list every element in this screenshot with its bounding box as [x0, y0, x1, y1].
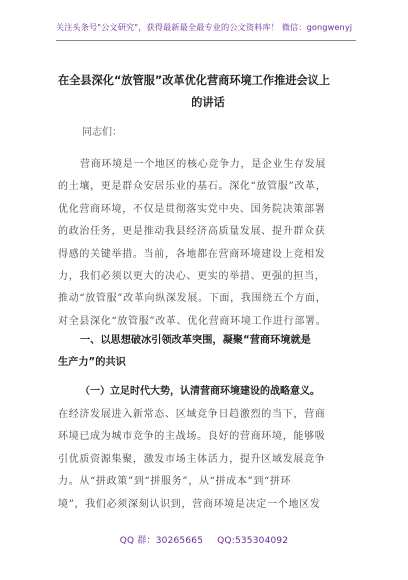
intro-line: 力，我们必须以更大的决心、更实的举措、更强的担当， [58, 271, 326, 283]
intro-line: 优化营商环境，不仅是贯彻落实党中央、国务院决策部署 [58, 203, 326, 215]
intro-line: 的土壤，更是群众安居乐业的基石。深化“放管服”改革， [58, 181, 327, 193]
sub-line: 在经济发展进入新常态、区域竞争日趋激烈的当下，营商 [58, 409, 326, 420]
title-line-2: 的讲话 [191, 96, 225, 109]
footer-qq-group: QQ 群：30265665 [119, 536, 204, 546]
section-heading-line-1: 一、以思想破冰引领改革突围，凝聚“营商环境就是 [80, 335, 311, 346]
intro-line: 推动“放管服”改革向纵深发展。下面，我围绕五个方面， [58, 293, 327, 305]
section-heading-line-2: 生产力”的共识 [58, 357, 126, 368]
sub-line: 力。从“拼政策”到“拼服务”，从“拼成本”到“拼环 [58, 476, 292, 488]
footer-contact [0, 533, 408, 546]
subsection-paragraph [58, 404, 358, 516]
intro-paragraph [58, 154, 358, 333]
footer-qq: QQ:535304092 [217, 536, 289, 546]
intro-line: 营商环境是一个地区的核心竞争力，是企业生存发展 [80, 159, 327, 170]
sub-line: 境”，我们必须深刻认识到，营商环境是决定一个地区发 [58, 498, 321, 510]
sub-line: 环境已成为城市竞争的主战场。良好的营商环境，能够吸 [58, 431, 326, 443]
document-title [58, 70, 358, 114]
header-divider [56, 40, 356, 41]
header-banner: 关注头条号"公文研究"，获得最新最全最专业的公文资料库！ 微信：gongwenyj [55, 22, 353, 32]
subsection-heading: （一）立足时代大势，认清营商环境建设的战略意义。 [80, 386, 320, 397]
intro-line: 得感的关键举措。当前，各地都在营商环境建设上竞相发 [58, 248, 326, 260]
intro-line: 的政治任务，更是推动我县经济高质量发展、提升群众获 [58, 226, 326, 238]
title-line-1: 在全县深化“放管服”改革优化营商环境工作推进会议上 [58, 74, 331, 87]
greeting: 同志们： [82, 127, 122, 138]
sub-line: 引优质资源集聚，激发市场主体活力，提升区域发展竞争 [58, 453, 326, 465]
intro-line: 对全县深化“放管服”改革、优化营商环境工作进行部署。 [58, 315, 327, 327]
section-heading [58, 330, 358, 374]
